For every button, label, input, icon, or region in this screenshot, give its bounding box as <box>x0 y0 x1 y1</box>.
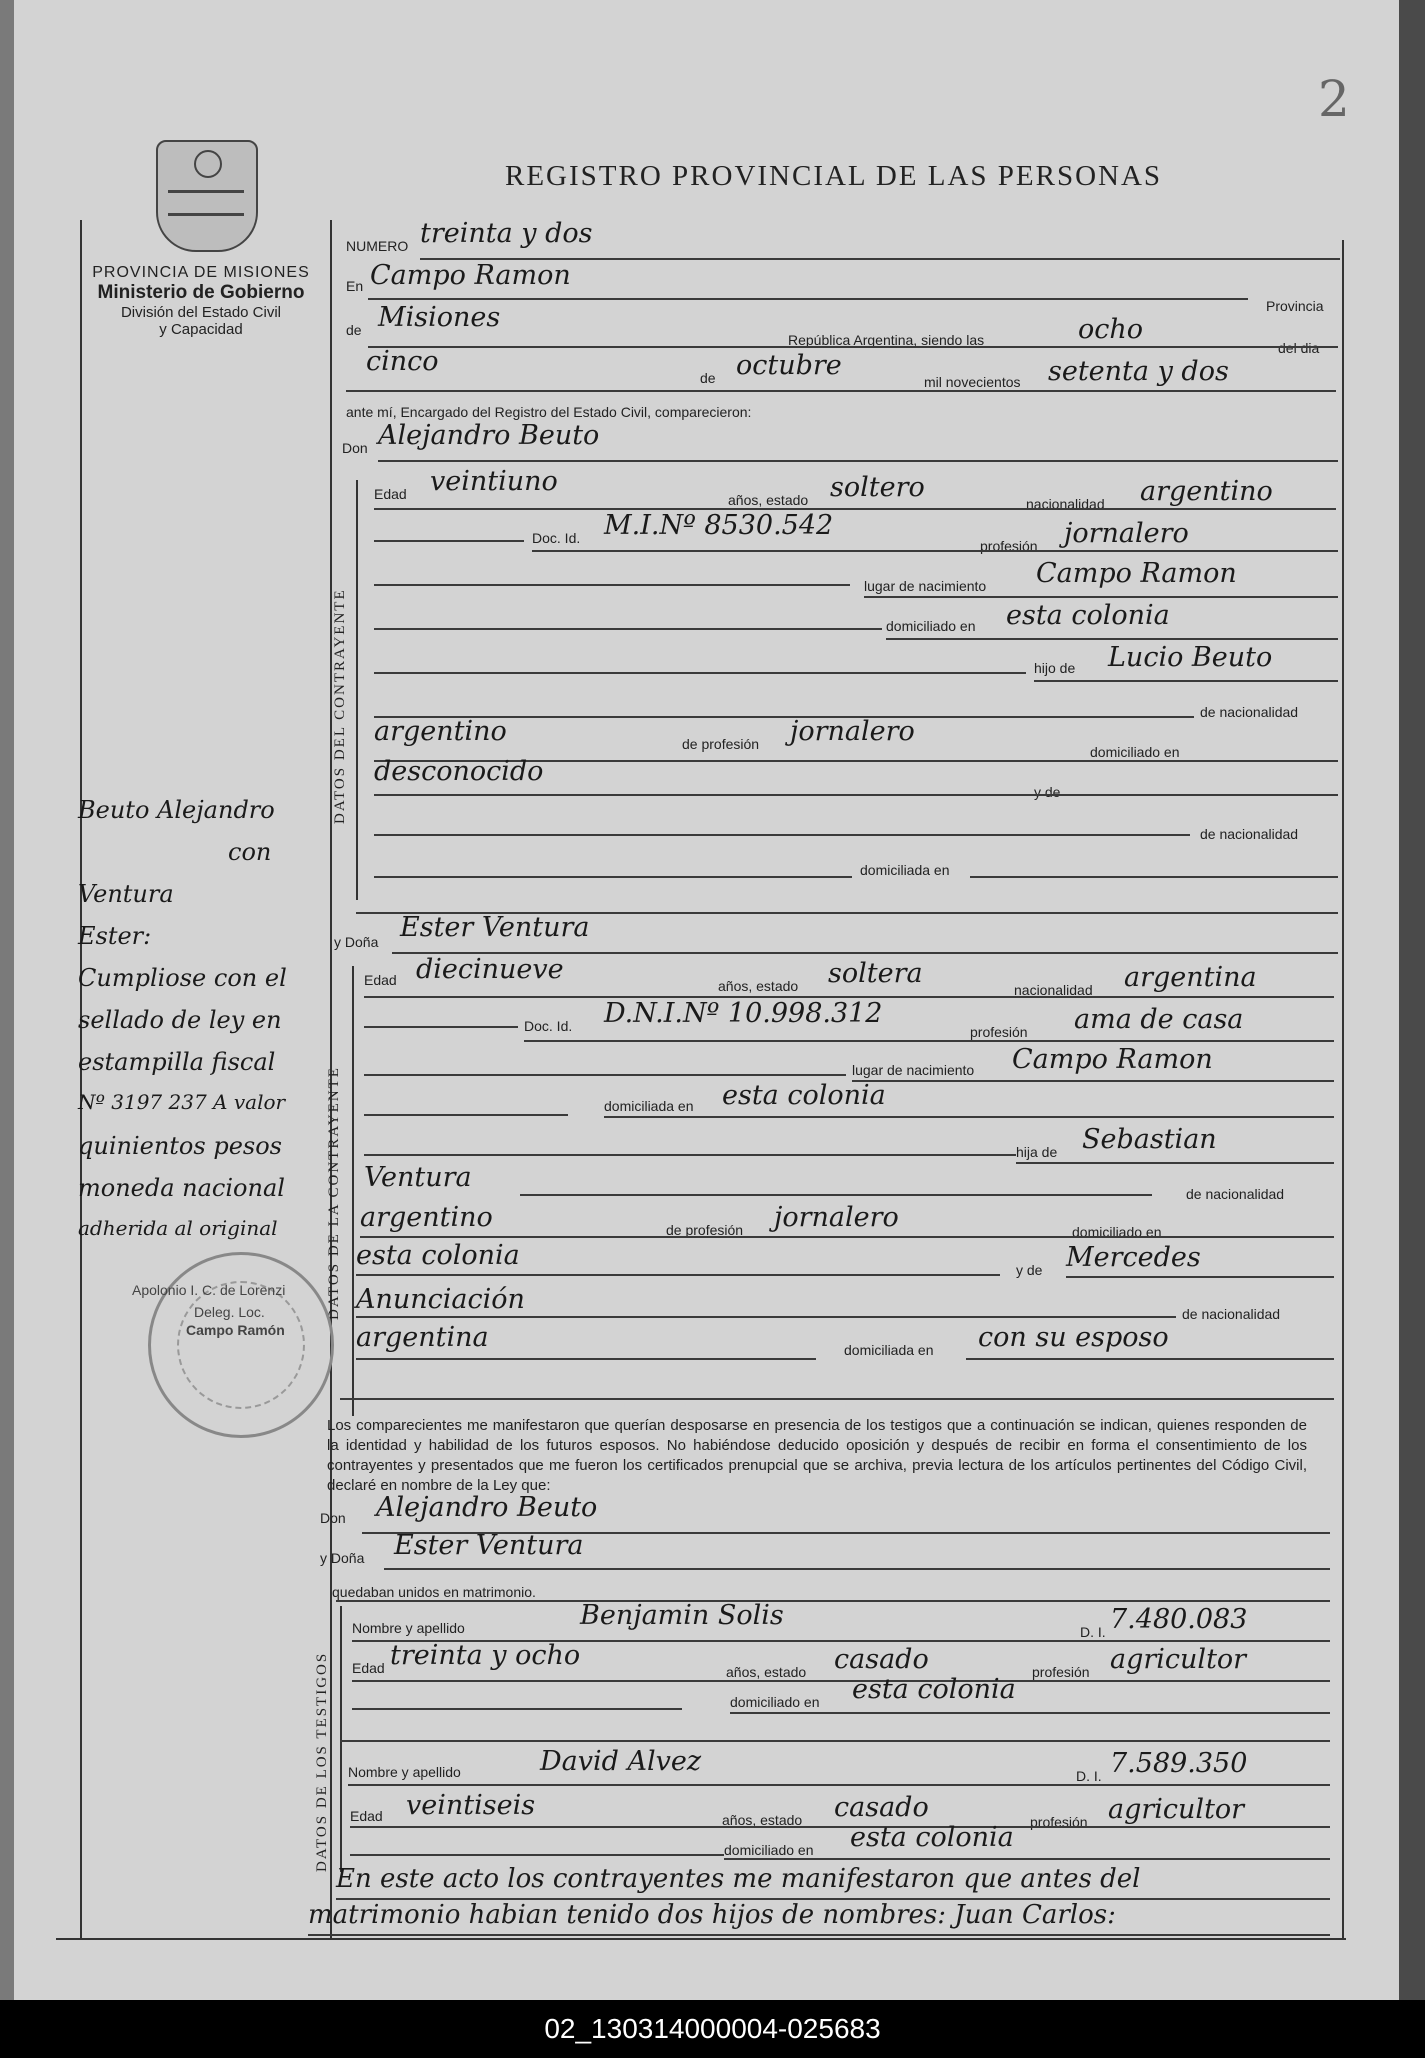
mujer-padre-apellido: Ventura <box>364 1162 472 1193</box>
declaration-paragraph: Los comparecientes me manifestaron que querían desposarse en presencia de los testigos que a continuación se indican, quienes responden de la identidad y habilidad de los futuros esposos. No habiéndose deducido oposición y después de recibir en forma el consentimiento de los contrayentes y presentados que me fueron los certificados prenupcial que se archiva, previa lectura de los artículos pertinentes del Código Civil, declaré en nombre de la Ley que: <box>327 1417 1307 1494</box>
mujer-edad-label: Edad <box>364 972 397 988</box>
domicilio-label: domiciliado en <box>886 618 976 634</box>
mujer-padre-apellido-rule <box>520 1194 1152 1196</box>
numero-value: treinta y dos <box>420 218 593 249</box>
final-note-line-1: En este acto los contrayentes me manifestaron que antes del <box>336 1864 1141 1894</box>
mujer-hija-blank-rule <box>364 1154 1016 1156</box>
testigos-section-label: DATOS DE LOS TESTIGOS <box>314 1651 330 1872</box>
margin-note-line-3: Ventura <box>78 880 174 908</box>
en-label: En <box>346 278 364 294</box>
t2-nombre-label: Nombre y apellido <box>348 1764 461 1780</box>
t2-nombre-value: David Alvez <box>540 1746 702 1777</box>
margin-note-line-10: moneda nacional <box>78 1174 285 1202</box>
t2-nombre-rule <box>348 1784 1330 1786</box>
domicilio-value: esta colonia <box>1006 600 1170 631</box>
stamp-official-name: Apolonio I. C. de Lorenzi <box>132 1282 286 1298</box>
t2-edad-rule <box>350 1826 1330 1828</box>
mujer-doc-blank-rule <box>364 1026 518 1028</box>
mujer-padre-nac-value: argentino <box>360 1202 493 1233</box>
hijo-blank-rule <box>374 672 1026 674</box>
padre-domicilio-value: desconocido <box>374 756 544 787</box>
t1-dom-rule <box>730 1712 1330 1714</box>
t1-bottom-rule <box>340 1740 1330 1742</box>
republica-label: República Argentina, siendo las <box>788 332 985 348</box>
coat-of-arms-seal <box>156 140 258 252</box>
y-de-label: y de <box>1034 784 1061 800</box>
t2-edad-label: Edad <box>350 1808 383 1824</box>
edad-value: veintiuno <box>430 466 558 497</box>
decl-dona-rule <box>384 1568 1330 1570</box>
en-value: Campo Ramon <box>370 260 571 291</box>
domicilio-rule <box>886 638 1338 640</box>
doc-label: Doc. Id. <box>532 530 581 546</box>
stamp-official-place: Campo Ramón <box>186 1322 285 1338</box>
y-de-rule <box>374 794 1338 796</box>
mujer-domicilio-blank-rule <box>364 1114 568 1116</box>
anio-value: setenta y dos <box>1048 356 1229 387</box>
t1-dom-value: esta colonia <box>852 1674 1016 1705</box>
hijo-value: Lucio Beuto <box>1108 642 1273 673</box>
hijo-rule <box>1034 680 1338 682</box>
form-bottom-border <box>56 1938 1346 1940</box>
t2-profesion-value: agricultor <box>1108 1794 1245 1825</box>
t2-estado-label: años, estado <box>722 1812 803 1828</box>
mujer-madre-nac-rule <box>356 1316 1176 1318</box>
t1-profesion-value: agricultor <box>1110 1644 1247 1675</box>
final-note-rule-2 <box>308 1934 1330 1936</box>
mujer-hija-value: Sebastian <box>1082 1124 1217 1155</box>
decl-unidos-rule <box>336 1600 1330 1602</box>
doc-blank-rule <box>374 540 524 542</box>
margin-note-line-11: adherida al original <box>78 1216 278 1240</box>
padre-nacionalidad-value: argentino <box>374 716 507 747</box>
estado-value: soltero <box>830 472 925 503</box>
t1-di-value: 7.480.083 <box>1110 1604 1248 1635</box>
mujer-padre-dom-label: domiciliado en <box>1072 1224 1162 1240</box>
mujer-domiciliada-rule <box>966 1358 1334 1360</box>
t2-dom-label: domiciliado en <box>724 1842 814 1858</box>
t1-dom-label: domiciliado en <box>730 1694 820 1710</box>
mujer-madre-nac-value: argentina <box>356 1322 489 1353</box>
ministry-division: División del Estado Civil <box>120 304 282 321</box>
mujer-lugar-label: lugar de nacimiento <box>852 1062 975 1078</box>
mujer-de-nacionalidad-2-label: de nacionalidad <box>1182 1306 1281 1322</box>
stamp-official-title: Deleg. Loc. <box>194 1304 265 1320</box>
mujer-domiciliada-label: domiciliada en <box>844 1342 934 1358</box>
mujer-nacionalidad-value: argentina <box>1124 962 1257 993</box>
page-binding <box>0 0 14 2000</box>
doc-rule <box>532 550 1338 552</box>
mujer-nacionalidad-label: nacionalidad <box>1014 982 1093 998</box>
nacionalidad-label: nacionalidad <box>1026 496 1105 512</box>
mes-value: octubre <box>736 350 842 381</box>
mujer-de-profesion-label: de profesión <box>666 1222 744 1238</box>
y-dona-label: y Doña <box>334 934 379 950</box>
mujer-madre-dom-value: con su esposo <box>978 1322 1169 1353</box>
domicilio-blank-rule <box>374 628 882 630</box>
don-rule <box>378 460 1338 462</box>
mujer-hija-rule <box>1016 1162 1334 1164</box>
edad-label: Edad <box>374 486 407 502</box>
del-dia-label: del dia <box>1278 340 1320 356</box>
ante-label: ante mí, Encargado del Registro del Estado Civil, comparecieron: <box>346 404 752 420</box>
page-edge <box>1399 0 1425 2000</box>
fecha-rule <box>346 390 1336 392</box>
t1-edad-rule <box>352 1680 1330 1682</box>
mujer-madre-dom-blank-rule <box>356 1358 816 1360</box>
mujer-madre-value: Mercedes <box>1066 1242 1201 1273</box>
t2-estado-value: casado <box>834 1792 929 1823</box>
en-rule <box>368 298 1248 300</box>
de-profesion-label: de profesión <box>682 736 760 752</box>
t1-dom-blank-rule <box>352 1708 682 1710</box>
mujer-lugar-value: Campo Ramon <box>1012 1044 1213 1075</box>
margin-note-line-1: Beuto Alejandro <box>78 796 275 824</box>
decl-don-label: Don <box>320 1510 346 1526</box>
de-rule <box>368 346 1338 348</box>
provincia-label: Provincia <box>1266 298 1324 314</box>
domiciliada-rule <box>970 876 1338 878</box>
contrayente-mujer-section-border <box>352 966 354 1416</box>
mujer-doc-label: Doc. Id. <box>524 1018 573 1034</box>
mujer-estado-value: soltera <box>828 958 923 989</box>
mujer-domicilio-label: domiciliada en <box>604 1098 694 1114</box>
lugar-value: Campo Ramon <box>1036 558 1237 589</box>
mujer-edad-value: diecinueve <box>416 954 564 985</box>
mujer-domicilio-value: esta colonia <box>722 1080 886 1111</box>
decl-dona-label: y Doña <box>320 1550 365 1566</box>
mujer-lugar-blank-rule <box>364 1074 846 1076</box>
mujer-domicilio-rule <box>604 1116 1334 1118</box>
profesion-label: profesión <box>980 538 1038 554</box>
form-right-border <box>1342 240 1344 1940</box>
margin-note-line-9: quinientos pesos <box>78 1132 282 1160</box>
mujer-y-de-label: y de <box>1016 1262 1043 1278</box>
de-nacionalidad-2-label: de nacionalidad <box>1200 826 1299 842</box>
de-nacionalidad-label: de nacionalidad <box>1200 704 1299 720</box>
ministry-province: PROVINCIA DE MISIONES <box>92 264 310 281</box>
decl-dona-value: Ester Ventura <box>394 1530 584 1561</box>
estado-label: años, estado <box>728 492 809 508</box>
ministry-name: Ministerio de Gobierno <box>97 282 305 303</box>
y-dona-value: Ester Ventura <box>400 912 590 943</box>
t1-edad-label: Edad <box>352 1660 385 1676</box>
mujer-padre-prof-value: jornalero <box>774 1202 899 1233</box>
mujer-madre-rule <box>1066 1276 1334 1278</box>
handshake-icon <box>168 190 244 216</box>
dia-value: cinco <box>366 346 439 377</box>
mujer-padre-dom-rule <box>356 1274 1000 1276</box>
madre-nac-blank-rule <box>374 834 1190 836</box>
profesion-value: jornalero <box>1064 518 1189 549</box>
mujer-madre-apellido: Anunciación <box>356 1284 525 1315</box>
t2-di-value: 7.589.350 <box>1110 1748 1248 1779</box>
mil-label: mil novecientos <box>924 374 1021 390</box>
mujer-hija-label: hija de <box>1016 1144 1058 1160</box>
mujer-profesion-value: ama de casa <box>1074 1004 1244 1035</box>
don-label: Don <box>342 440 368 456</box>
decl-unidos-label: quedaban unidos en matrimonio. <box>332 1584 536 1600</box>
doc-value: M.I.Nº 8530.542 <box>604 510 834 541</box>
mujer-estado-label: años, estado <box>718 978 799 994</box>
t1-estado-label: años, estado <box>726 1664 807 1680</box>
t2-profesion-label: profesión <box>1030 1814 1088 1830</box>
t2-dom-blank-rule <box>350 1854 724 1856</box>
page-title: REGISTRO PROVINCIAL DE LAS PERSONAS <box>505 160 1163 192</box>
de-label: de <box>346 322 362 338</box>
margin-note-line-7: estampilla fiscal <box>78 1048 276 1076</box>
mujer-doc-value: D.N.I.Nº 10.998.312 <box>604 998 883 1029</box>
mujer-padre-rule <box>360 1236 1334 1238</box>
contrayente-section-label: DATOS DEL CONTRAYENTE <box>332 588 348 824</box>
margin-note-line-6: sellado de ley en <box>78 1006 282 1034</box>
lugar-rule <box>864 596 1338 598</box>
contrayente-section-border <box>356 480 358 900</box>
t1-estado-value: casado <box>834 1644 929 1675</box>
lugar-blank-rule <box>374 584 850 586</box>
margin-column-left-border <box>80 220 82 1940</box>
mujer-profesion-label: profesión <box>970 1024 1028 1040</box>
madre-dom-blank-rule <box>374 876 852 878</box>
official-round-stamp <box>148 1252 334 1438</box>
t1-nombre-value: Benjamin Solis <box>580 1600 784 1631</box>
decl-don-value: Alejandro Beuto <box>376 1492 598 1523</box>
padre-profesion-value: jornalero <box>790 716 915 747</box>
t1-edad-value: treinta y ocho <box>390 1640 581 1671</box>
final-note-line-2: matrimonio habian tenido dos hijos de nombres: Juan Carlos: <box>308 1900 1116 1930</box>
mujer-de-nacionalidad-label: de nacionalidad <box>1186 1186 1285 1202</box>
mes-label: de <box>700 370 716 386</box>
hora-value: ocho <box>1078 314 1144 345</box>
margin-note-line-5: Cumpliose con el <box>78 964 287 992</box>
lugar-label: lugar de nacimiento <box>864 578 987 594</box>
t1-di-label: D. I. <box>1080 1624 1106 1640</box>
mujer-lugar-rule <box>852 1080 1334 1082</box>
page-number: 2 <box>1318 70 1350 128</box>
t2-di-label: D. I. <box>1076 1768 1102 1784</box>
domiciliada-label: domiciliada en <box>860 862 950 878</box>
mujer-padre-dom-value: esta colonia <box>356 1240 520 1271</box>
ministry-division-2: y Capacidad <box>159 321 243 338</box>
de-value: Misiones <box>378 302 501 333</box>
hijo-label: hijo de <box>1034 660 1076 676</box>
padre-domicilio-label: domiciliado en <box>1090 744 1180 760</box>
testigos-section-border <box>340 1606 342 1872</box>
edad-rule <box>374 508 1336 510</box>
mujer-bottom-rule <box>340 1398 1334 1400</box>
t2-dom-rule <box>724 1858 1330 1860</box>
margin-note-line-8: Nº 3197 237 A valor <box>78 1090 286 1114</box>
t2-dom-value: esta colonia <box>850 1822 1014 1853</box>
t1-nombre-label: Nombre y apellido <box>352 1620 465 1636</box>
stamp-inner-ring <box>177 1281 305 1409</box>
mujer-doc-rule <box>524 1040 1334 1042</box>
margin-note-line-2: con <box>228 838 272 866</box>
image-id-footer: 02_130314000004-025683 <box>544 2013 881 2044</box>
t2-edad-value: veintiseis <box>406 1790 536 1821</box>
sun-icon <box>194 150 222 178</box>
ministry-header <box>72 264 330 338</box>
numero-label: NUMERO <box>346 238 409 254</box>
t1-profesion-label: profesión <box>1032 1664 1090 1680</box>
nacionalidad-value: argentino <box>1140 476 1273 507</box>
don-value: Alejandro Beuto <box>378 420 600 451</box>
contrayente-mujer-section-label: DATOS DE LA CONTRAYENTE <box>326 1066 342 1320</box>
margin-note-line-4: Ester: <box>78 922 152 950</box>
